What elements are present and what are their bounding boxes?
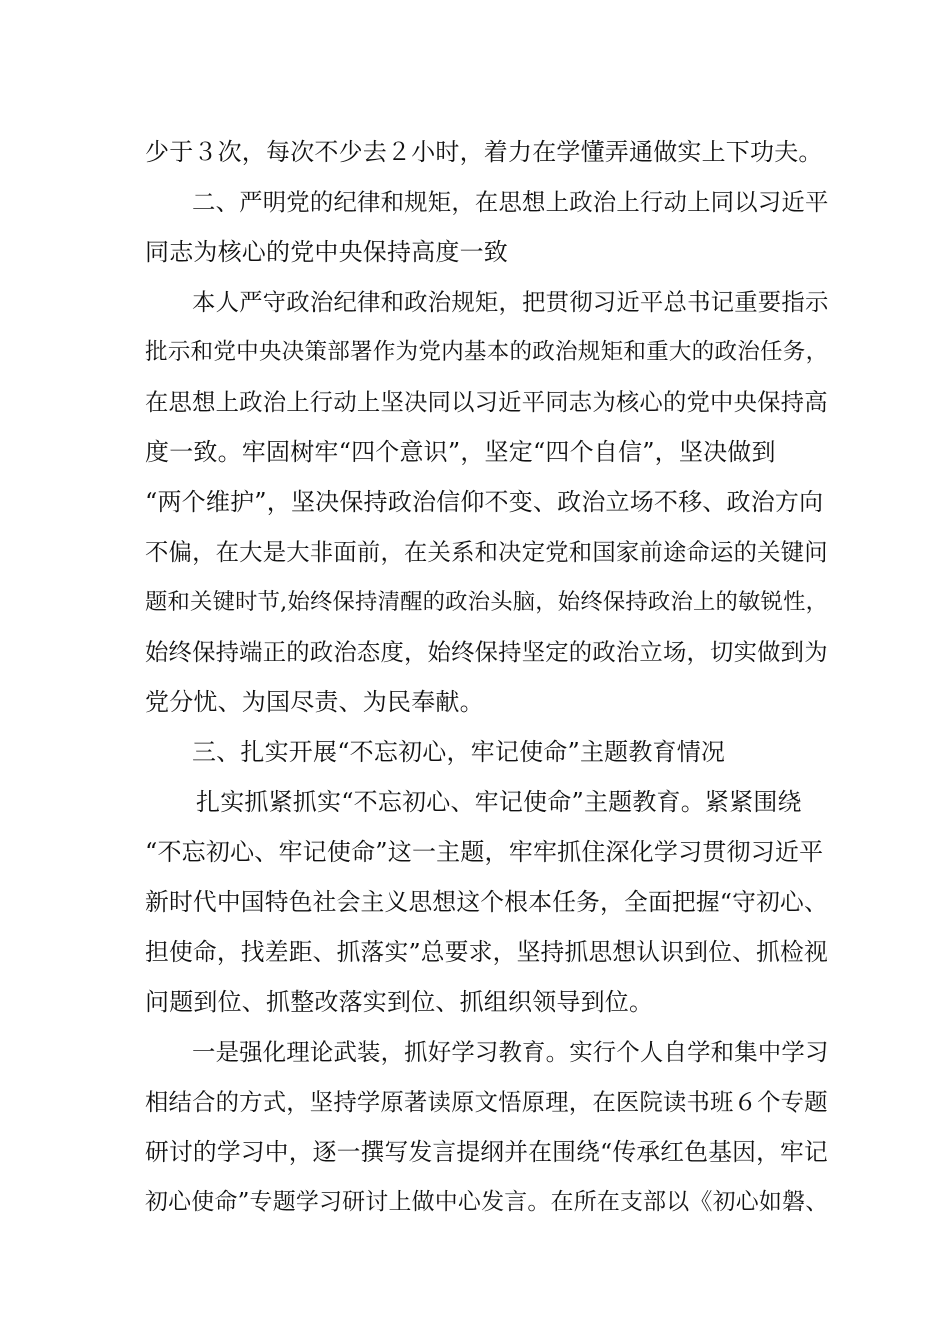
text-line: “不忘初心、牢记使命”这一主题，牢牢抓住深化学习贯彻习近平 <box>145 838 824 866</box>
text-line: 不偏，在大是大非面前，在关系和决定党和国家前途命运的关键问 <box>145 538 828 566</box>
text-line: 度一致。牢固树牢“四个意识”，坚定“四个自信”，坚决做到 <box>145 438 776 466</box>
section-heading-line: 二、严明党的纪律和规矩，在思想上政治上行动上同以习近平 <box>192 188 829 216</box>
text-line: 在思想上政治上行动上坚决同以习近平同志为核心的党中央保持高 <box>145 388 828 416</box>
text-line: 初心使命”专题学习研讨上做中心发言。在所在支部以《初心如磐、 <box>145 1189 829 1215</box>
text-line: 新时代中国特色社会主义思想这个根本任务，全面把握“守初心、 <box>145 888 828 916</box>
text-line: 始终保持端正的政治态度，始终保持坚定的政治立场，切实做到为 <box>145 638 828 666</box>
text-line: 一是强化理论武装，抓好学习教育。实行个人自学和集中学习 <box>192 1038 829 1066</box>
text-line: 题和关键时节,始终保持清醒的政治头脑，始终保持政治上的敏锐性， <box>145 589 829 615</box>
text-line: 批示和党中央决策部署作为党内基本的政治规矩和重大的政治任务， <box>145 339 829 365</box>
section-heading-line: 同志为核心的党中央保持高度一致 <box>145 238 508 266</box>
text-line: “两个维护”，坚决保持政治信仰不变、政治立场不移、政治方向 <box>145 488 824 516</box>
section-heading-line: 三、扎实开展“不忘初心，牢记使命”主题教育情况 <box>192 738 726 766</box>
text-line: 扎实抓紧抓实“不忘初心、牢记使命”主题教育。紧紧围绕 <box>196 788 802 816</box>
text-line: 研讨的学习中，逐一撰写发言提纲并在围绕“传承红色基因，牢记 <box>145 1138 828 1166</box>
text-line: 担使命，找差距、抓落实”总要求，坚持抓思想认识到位、抓检视 <box>145 938 828 966</box>
text-line: 问题到位、抓整改落实到位、抓组织领导到位。 <box>145 988 654 1016</box>
text-line: 相结合的方式，坚持学原著读原文悟原理，在医院读书班６个专题 <box>145 1088 828 1116</box>
text-line: 少于３次，每次不少去２小时，着力在学懂弄通做实上下功夫。 <box>145 138 823 166</box>
text-line: 本人严守政治纪律和政治规矩，把贯彻习近平总书记重要指示 <box>192 288 829 316</box>
text-line: 党分忧、为国尽责、为民奉献。 <box>145 688 484 716</box>
